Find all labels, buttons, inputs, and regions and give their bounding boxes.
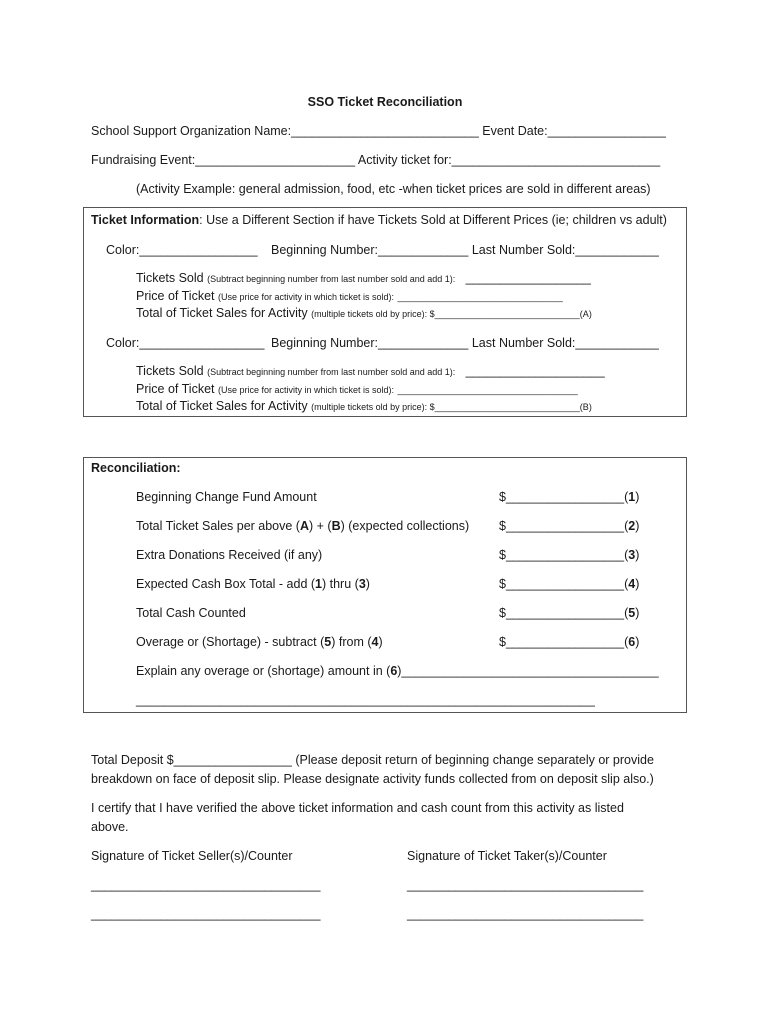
total-ticket-sales-row-b[interactable]: Total of Ticket Sales for Activity (multiple tickets old by price): $_____________________________(B) xyxy=(136,399,592,413)
explain-overage-line-2[interactable]: __________________________________________________________________ xyxy=(136,693,595,707)
overage-shortage-label: Overage or (Shortage) - subtract (5) from (4) xyxy=(136,635,383,649)
activity-example-note: (Activity Example: general admission, food, etc -when ticket prices are sold in different areas) xyxy=(136,182,651,196)
amount-field-5[interactable]: $_________________(5) xyxy=(499,606,640,620)
seller-signature-line-2[interactable]: _________________________________ xyxy=(91,907,321,921)
number-range-field-a[interactable]: Beginning Number:_____________ Last Number Sold:____________ xyxy=(271,243,659,257)
amount-field-2[interactable]: $_________________(2) xyxy=(499,519,640,533)
amount-field-3[interactable]: $_________________(3) xyxy=(499,548,640,562)
total-cash-counted-label: Total Cash Counted xyxy=(136,606,246,620)
total-ticket-sales-row-a[interactable]: Total of Ticket Sales for Activity (multiple tickets old by price): $_____________________________(A) xyxy=(136,306,592,320)
explain-overage-field[interactable]: Explain any overage or (shortage) amount in (6)_____________________________________ xyxy=(136,664,659,678)
fundraising-event-line[interactable]: Fundraising Event:_______________________ Activity ticket for:______________________________ xyxy=(91,153,661,167)
org-name-line[interactable]: School Support Organization Name:___________________________ Event Date:_________________ xyxy=(91,124,666,138)
color-field-a[interactable]: Color:_________________ xyxy=(106,243,258,257)
taker-signature-line-2[interactable]: __________________________________ xyxy=(407,907,644,921)
amount-field-1[interactable]: $_________________(1) xyxy=(499,490,640,504)
form-title: SSO Ticket Reconciliation xyxy=(307,95,463,109)
seller-signature-label: Signature of Ticket Seller(s)/Counter xyxy=(91,849,293,863)
total-ticket-sales-label: Total Ticket Sales per above (A) + (B) (expected collections) xyxy=(136,519,470,533)
taker-signature-label: Signature of Ticket Taker(s)/Counter xyxy=(407,849,607,863)
deposit-note-line: breakdown on face of deposit slip. Please designate activity funds collected from on deposit slip also.) xyxy=(91,772,654,786)
certify-statement-line1: I certify that I have verified the above ticket information and cash count from this activity as listed xyxy=(91,801,624,815)
number-range-field-b[interactable]: Beginning Number:_____________ Last Number Sold:____________ xyxy=(271,336,659,350)
total-deposit-line[interactable]: Total Deposit $_________________ (Please deposit return of beginning change separately or provide xyxy=(91,753,654,767)
certify-statement-line2: above. xyxy=(91,820,129,834)
beginning-change-fund-label: Beginning Change Fund Amount xyxy=(136,490,317,504)
taker-signature-line-1[interactable]: __________________________________ xyxy=(407,878,644,892)
reconciliation-heading: Reconciliation: xyxy=(91,461,181,475)
ticket-info-heading: Ticket Information: Use a Different Section if have Tickets Sold at Different Prices (ie; children vs adult) xyxy=(91,213,667,227)
amount-field-4[interactable]: $_________________(4) xyxy=(499,577,640,591)
color-field-b[interactable]: Color:__________________ xyxy=(106,336,265,350)
amount-field-6[interactable]: $_________________(6) xyxy=(499,635,640,649)
tickets-sold-row-a[interactable]: Tickets Sold (Subtract beginning number from last number sold and add 1): __________________ xyxy=(136,271,591,285)
price-of-ticket-row-b[interactable]: Price of Ticket (Use price for activity in which ticket is sold): ____________________________________ xyxy=(136,382,578,396)
expected-cash-box-label: Expected Cash Box Total - add (1) thru (3) xyxy=(136,577,370,591)
tickets-sold-row-b[interactable]: Tickets Sold (Subtract beginning number from last number sold and add 1): ____________________ xyxy=(136,364,605,378)
price-of-ticket-row-a[interactable]: Price of Ticket (Use price for activity in which ticket is sold): _________________________________ xyxy=(136,289,563,303)
seller-signature-line-1[interactable]: _________________________________ xyxy=(91,878,321,892)
extra-donations-label: Extra Donations Received (if any) xyxy=(136,548,323,562)
